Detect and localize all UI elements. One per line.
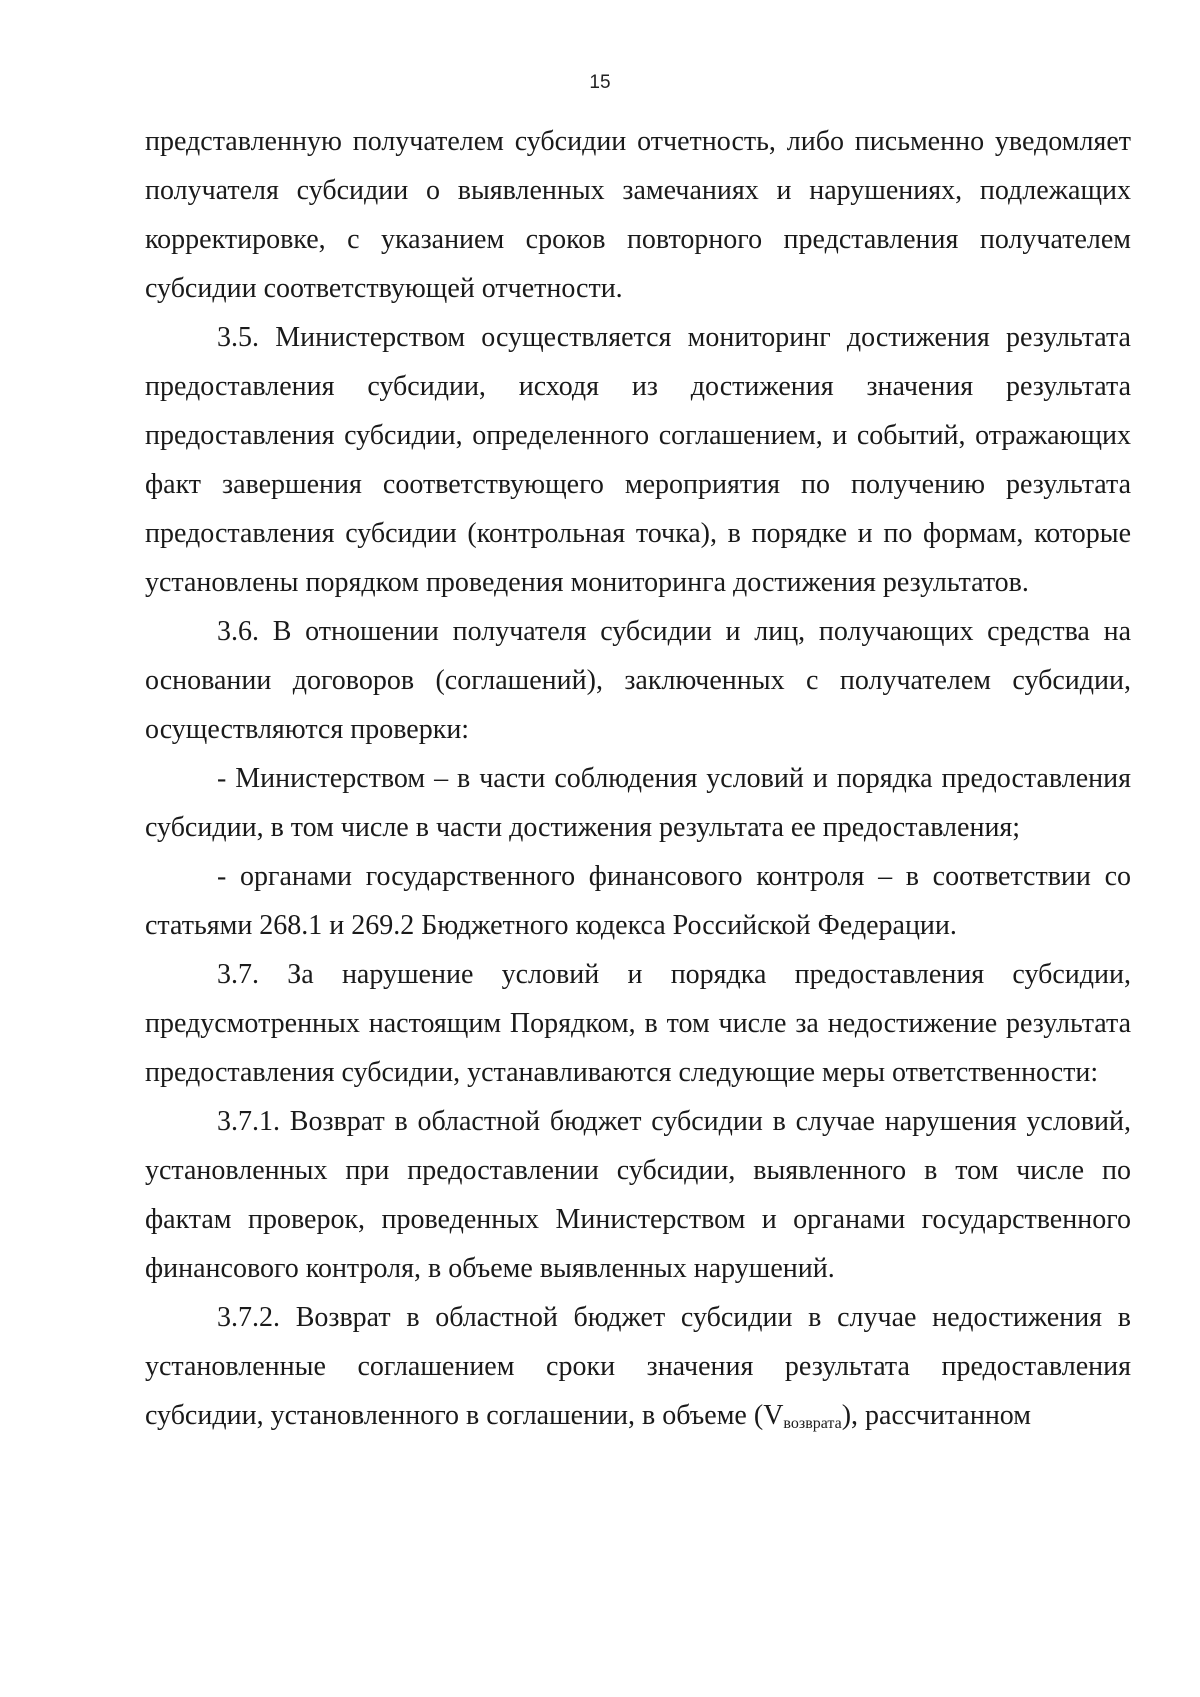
paragraph-3-7-1: 3.7.1. Возврат в областной бюджет субсидии в случае нарушения условий, установленных при предоставлении субсидии, выявленного в том числе по фактам проверок, проведенных Министерством и органами государственного финансового контроля, в объеме выявленных нарушений. (145, 1106, 1131, 1284)
paragraph-continuation: представленную получателем субсидии отчетность, либо письменно уведомляет получателя субсидии о выявленных замечаниях и нарушениях, подлежащих корректировке, с указанием сроков повторного представления получателем субсидии соответствующей отчетности. (145, 126, 1131, 304)
page-number: 15 (589, 72, 611, 93)
paragraph-3-7-2-text: 3.7.2. Возврат в областной бюджет субсидии в случае недостижения в установленные соглашением сроки значения результата предоставления субсидии, установленного в соглашении, в объеме (V (145, 1302, 1131, 1431)
paragraph-3-7: 3.7. За нарушение условий и порядка предоставления субсидии, предусмотренных настоящим Порядком, в том числе за недостижение результата предоставления субсидии, устанавливаются следующие меры ответственности: (145, 959, 1131, 1088)
list-item-ministry: - Министерством – в части соблюдения условий и порядка предоставления субсидии, в том числе в части достижения результата ее предоставления; (145, 763, 1131, 843)
paragraph-3-5: 3.5. Министерством осуществляется мониторинг достижения результата предоставления субсидии, исходя из достижения значения результата предоставления субсидии, определенного соглашением, и событий, отражающих факт завершения соответствующего мероприятия по получению результата предоставления субсидии (контрольная точка), в порядке и по формам, которые установлены порядком проведения мониторинга достижения результатов. (145, 322, 1131, 598)
v-return-subscript: возврата (783, 1415, 842, 1432)
paragraph-3-7-2-tail: ), рассчитанном (841, 1400, 1031, 1431)
list-item-financial-control: - органами государственного финансового контроля – в соответствии со статьями 268.1 и 269.2 Бюджетного кодекса Российской Федерации. (145, 861, 1131, 941)
paragraph-3-6: 3.6. В отношении получателя субсидии и лиц, получающих средства на основании договоров (соглашений), заключенных с получателем субсидии, осуществляются проверки: (145, 616, 1131, 745)
paragraph-3-7-2 (145, 1293, 1131, 1440)
document-body (145, 117, 1131, 1440)
